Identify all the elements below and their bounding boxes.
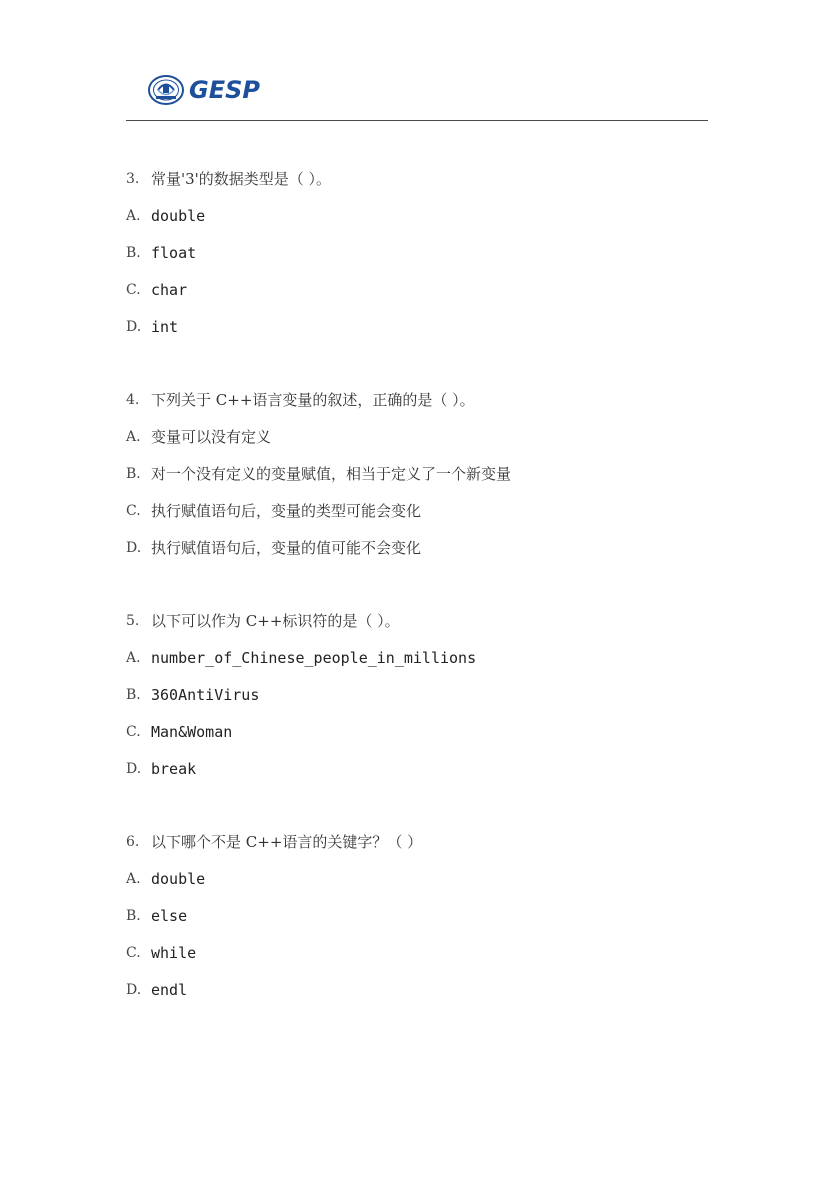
option-label: A. [126, 870, 141, 887]
option-label: C. [126, 723, 141, 740]
option-label: A. [126, 428, 141, 445]
option-d[interactable] [126, 529, 726, 566]
question-text: 下列关于 C++语言变量的叙述，正确的是（ ）。 [151, 391, 475, 409]
option-label: B. [126, 686, 141, 703]
option-text: 变量可以没有定义 [151, 428, 272, 446]
option-text: break [151, 759, 197, 778]
option-label: D. [126, 539, 142, 556]
option-b[interactable] [126, 455, 726, 492]
option-label: A. [126, 207, 141, 224]
question-stem [126, 381, 726, 418]
option-a[interactable] [126, 860, 726, 897]
option-text: 360AntiVirus [151, 685, 260, 704]
option-text: Man&Woman [151, 722, 233, 741]
option-text: 执行赋值语句后，变量的值可能不会变化 [151, 539, 422, 557]
option-b[interactable] [126, 234, 726, 271]
question-number: 3. [126, 170, 140, 187]
question-3 [126, 160, 726, 345]
question-number: 4. [126, 391, 140, 408]
option-text: endl [151, 980, 188, 999]
question-4 [126, 381, 726, 566]
option-d[interactable] [126, 308, 726, 345]
question-number: 6. [126, 833, 140, 850]
question-number: 5. [126, 612, 140, 629]
ccf-seal-icon [148, 75, 184, 105]
option-a[interactable] [126, 197, 726, 234]
option-text: float [151, 243, 197, 262]
option-label: C. [126, 281, 141, 298]
option-label: C. [126, 502, 141, 519]
option-label: B. [126, 244, 141, 261]
option-c[interactable] [126, 713, 726, 750]
option-text: double [151, 869, 206, 888]
gesp-logo-text: GESP [189, 76, 260, 104]
option-label: A. [126, 649, 141, 666]
option-label: C. [126, 944, 141, 961]
option-label: D. [126, 981, 142, 998]
option-c[interactable] [126, 271, 726, 308]
option-d[interactable] [126, 971, 726, 1008]
question-list [126, 160, 726, 1008]
question-spacer [126, 787, 726, 823]
question-stem [126, 160, 726, 197]
option-b[interactable] [126, 676, 726, 713]
question-text: 常量'3'的数据类型是（ ）。 [151, 170, 332, 188]
option-label: B. [126, 907, 141, 924]
option-text: char [151, 280, 188, 299]
option-c[interactable] [126, 934, 726, 971]
gesp-logo [148, 73, 298, 113]
question-spacer [126, 566, 726, 602]
option-text: while [151, 943, 197, 962]
question-text: 以下哪个不是 C++语言的关键字？（ ） [151, 833, 423, 851]
option-a[interactable] [126, 639, 726, 676]
option-label: B. [126, 465, 141, 482]
question-5 [126, 602, 726, 787]
option-text: 执行赋值语句后，变量的类型可能会变化 [151, 502, 422, 520]
header-divider [126, 120, 708, 121]
option-label: D. [126, 760, 142, 777]
option-c[interactable] [126, 492, 726, 529]
option-text: 对一个没有定义的变量赋值，相当于定义了一个新变量 [151, 465, 512, 483]
option-text: double [151, 206, 206, 225]
option-b[interactable] [126, 897, 726, 934]
question-6 [126, 823, 726, 1008]
option-d[interactable] [126, 750, 726, 787]
option-a[interactable] [126, 418, 726, 455]
question-stem [126, 823, 726, 860]
page-header [126, 0, 708, 122]
option-text: else [151, 906, 188, 925]
question-spacer [126, 345, 726, 381]
question-stem [126, 602, 726, 639]
option-text: int [151, 317, 179, 336]
option-text: number_of_Chinese_people_in_millions [151, 648, 477, 667]
option-label: D. [126, 318, 142, 335]
question-text: 以下可以作为 C++标识符的是（ ）。 [151, 612, 400, 630]
